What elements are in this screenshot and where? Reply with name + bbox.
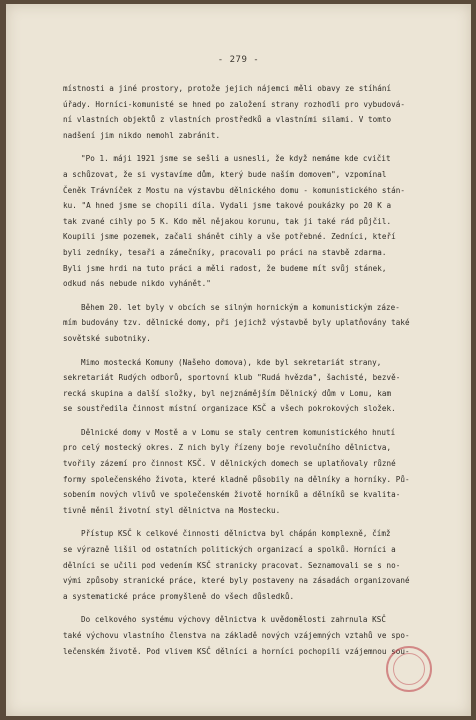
text-line: se výrazně lišil od ostatních politických organizací a spolků. Horníci a <box>63 545 396 555</box>
text-line: Mimo mostecká Komuny (Našeho domova), kde byl sekretariát strany, <box>81 357 382 367</box>
body-text <box>63 81 447 667</box>
document-page <box>6 4 471 716</box>
text-line: sovětské subotniky. <box>63 333 151 343</box>
text-line: vými způsoby stranické práce, které byly postaveny na zásadách organizované <box>63 576 410 586</box>
text-line: dělníci se učili pod vedením KSČ stranicky pracovat. Seznamovali se s no- <box>63 560 401 570</box>
paragraph <box>63 151 447 291</box>
text-line: a systematické práce promyšleně do všech důsledků. <box>63 591 295 601</box>
text-line: také výchovu vlastního členstva na základě nových vzájemných vztahů ve spo- <box>63 631 410 640</box>
paragraph <box>63 355 447 417</box>
text-line: tak zvané cihly po 5 K. Kdo měl nějakou korunu, tak ji také rád půjčil. <box>63 216 392 226</box>
text-line: místnosti a jiné prostory, protože jejich nájemci měli obavy ze stíhání <box>63 84 392 93</box>
text-line: mím budovány tzv. dělnické domy, při jejichž výstavbě byly uplatňovány také <box>63 318 410 328</box>
text-line: úřady. Horníci-komunisté se hned po založení strany rozhodli pro vybudová- <box>63 99 406 109</box>
text-line: ku. "A hned jsme se chopili díla. Vydali jsme takové poukázky po 20 K a <box>63 201 392 211</box>
paragraph <box>63 300 447 347</box>
text-line: Koupili jsme pozemek, začali shánět cihly a vše potřebné. Zedníci, kteří <box>63 232 396 242</box>
text-line: sekretariát Rudých odborů, sportovní klub "Rudá hvězda", šachisté, bezvě- <box>63 373 401 383</box>
text-line: recká skupina a další složky, byl nejznámějším Dělnický dům v Lomu, kam <box>63 388 392 398</box>
text-line: Během 20. let byly v obcích se silným hornickým a komunistickým záze- <box>81 302 400 312</box>
text-line: Byli jsme hrdi na tuto práci a měli radost, že budeme mít svůj stánek, <box>63 263 387 273</box>
text-line: Čeněk Trávníček z Mostu na výstavbu dělnického domu - komunistického stán- <box>63 185 406 195</box>
text-line: tivně měnil životní styl dělnictva na Mostecku. <box>63 505 281 515</box>
paragraph <box>63 81 447 143</box>
text-line: ní vlastních objektů z vlastních prostředků a vlastními silami. V tomto <box>63 115 392 125</box>
text-line: lečenském životě. Pod vlivem KSČ dělníci a horníci pochopili vzájemnou sou- <box>63 646 410 656</box>
text-line: byli zedníky, tesaři a zámečníky, pracovali po práci na stavbě zdarma. <box>63 247 387 257</box>
text-line: odkud nás nebude nikdo vyhánět." <box>63 279 211 289</box>
paragraph <box>63 425 447 519</box>
text-line: pro celý mostecký okres. Z nich byly řízeny boje revolučního dělnictva, <box>63 443 392 453</box>
page-number: - 279 - <box>217 55 260 65</box>
text-line: Přístup KSČ k celkové činnosti dělnictva byl chápán komplexně, čímž <box>81 529 391 539</box>
text-line: Dělnické domy v Mostě a v Lomu se staly centrem komunistického hnutí <box>81 427 396 437</box>
text-line: se soustředila činnost místní organizace KSČ a všech pokrokových složek. <box>63 404 396 414</box>
text-line: nadšení jim nikdo nemohl zabránit. <box>63 130 221 140</box>
text-line: "Po 1. máji 1921 jsme se sešli a usnesli, že když nemáme kde cvičit <box>81 154 391 164</box>
text-line: tvořily zázemí pro činnost KSČ. V dělnických domech se uplatňovaly různé <box>63 459 396 469</box>
text-line: Do celkového systému výchovy dělnictva k uvědomělosti zahrnula KSČ <box>81 615 387 625</box>
library-stamp <box>386 646 432 692</box>
paragraph <box>63 526 447 604</box>
paragraph <box>63 612 447 659</box>
text-line: a schůzovat, že si vystavíme dům, který bude naším domovem", vzpomínal <box>63 169 387 179</box>
text-line: formy společenského života, které kladně působily na dělníky a horníky. Pů- <box>63 474 410 484</box>
text-line: sobením nových vlivů ve společenském životě horníků a dělníků se kvalita- <box>63 490 401 500</box>
